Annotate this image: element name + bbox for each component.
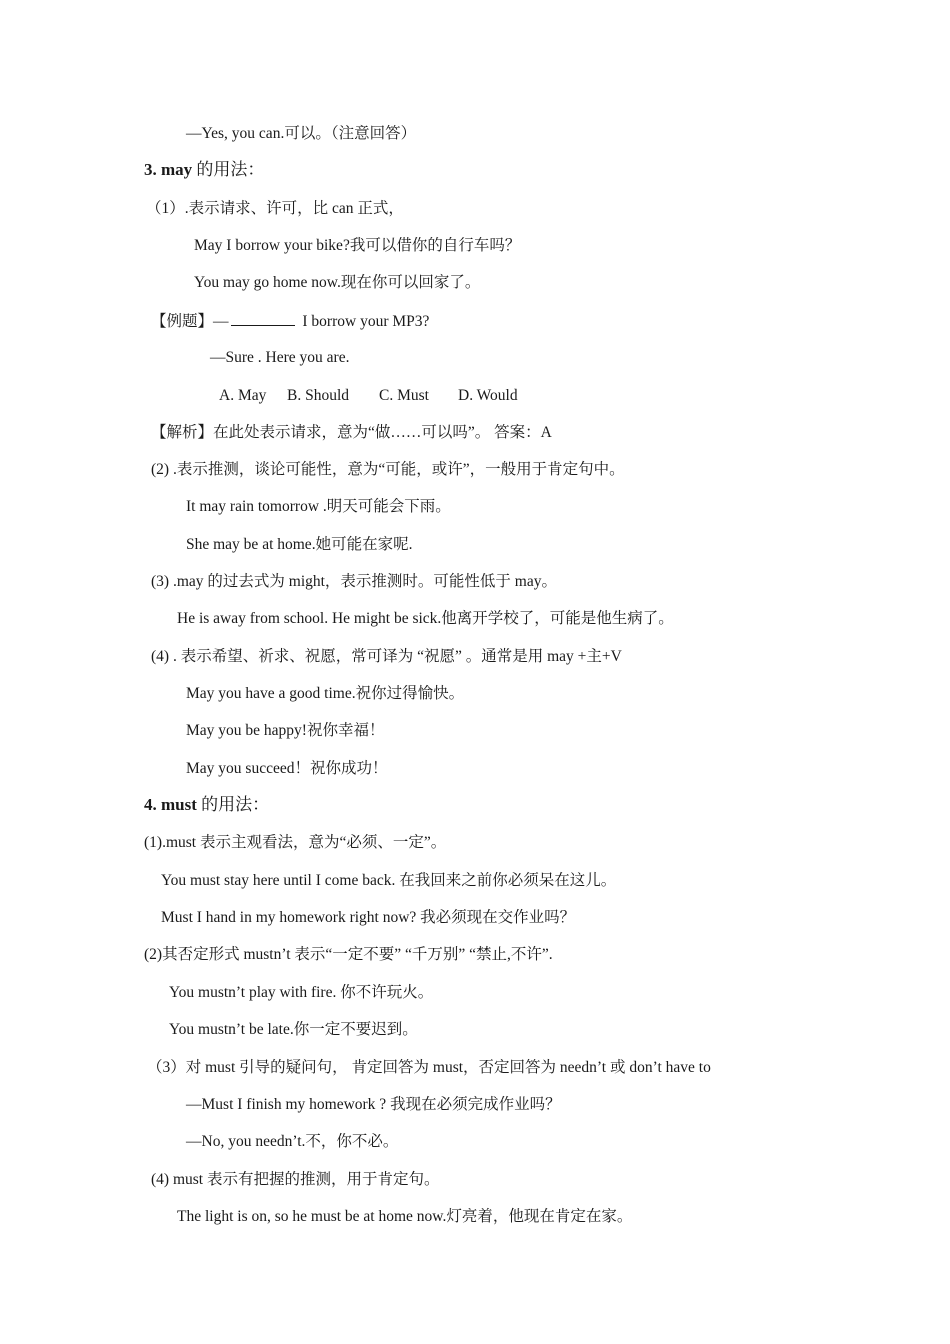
exercise-prefix: 【例题】— — [151, 313, 229, 330]
rule-line: (4) . 表示希望、祈求、祝愿，常可译为 “祝愿” 。通常是用 may +主+V — [151, 648, 622, 665]
example-sentence: He is away from school. He might be sick.他离开学校了，可能是他生病了。 — [177, 610, 674, 627]
rule-line: (3) .may 的过去式为 might，表示推测时。可能性低于 may。 — [151, 573, 557, 590]
rule-line: (2)其否定形式 mustn’t 表示“一定不要” “千万别” “禁止,不许”. — [144, 946, 553, 963]
exercise-suffix: I borrow your MP3? — [298, 313, 430, 330]
rule-line: (2) .表示推测，谈论可能性，意为“可能，或许”，一般用于肯定句中。 — [151, 461, 625, 478]
rule-line: (4) must 表示有把握的推测，用于肯定句。 — [151, 1171, 440, 1188]
example-sentence: May I borrow your bike?我可以借你的自行车吗？ — [194, 237, 521, 254]
exercise-options — [219, 386, 518, 406]
option-d: D. Would — [458, 387, 518, 404]
section-heading-may — [144, 160, 264, 180]
example-sentence: You must stay here until I come back. 在我回来之前你必须呆在这儿。 — [161, 872, 617, 889]
answer-blank — [231, 311, 295, 326]
exercise-reply: —Sure . Here you are. — [210, 349, 350, 366]
example-sentence: You mustn’t play with fire. 你不许玩火。 — [169, 984, 434, 1001]
example-sentence: You may go home now.现在你可以回家了。 — [194, 274, 481, 291]
example-sentence: May you succeed！祝你成功！ — [186, 760, 388, 777]
rule-line: （3）对 must 引导的疑问句， 肯定回答为 must，否定回答为 needn’t 或 don’t have to — [147, 1059, 711, 1076]
example-sentence: —No, you needn’t.不，你不必。 — [186, 1133, 399, 1150]
rule-line: （1）.表示请求、许可，比 can 正式， — [146, 200, 404, 217]
example-sentence: You mustn’t be late.你一定不要迟到。 — [169, 1021, 418, 1038]
example-sentence: —Must I finish my homework ? 我现在必须完成作业吗？ — [186, 1096, 561, 1113]
example-sentence: She may be at home.她可能在家呢. — [186, 536, 413, 553]
exercise-question — [151, 311, 429, 332]
rule-line: (1).must 表示主观看法，意为“必须、一定”。 — [144, 834, 447, 851]
heading-text: 的用法： — [192, 160, 265, 179]
answer-line: —Yes, you can.可以。（注意回答） — [186, 125, 417, 142]
heading-number: 4. must — [144, 795, 197, 814]
heading-text: 的用法： — [196, 795, 270, 814]
example-sentence: The light is on, so he must be at home now.灯亮着，他现在肯定在家。 — [177, 1208, 633, 1225]
section-heading-must — [144, 795, 269, 815]
option-a: A. May — [219, 387, 267, 404]
example-sentence: May you have a good time.祝你过得愉快。 — [186, 685, 465, 702]
example-sentence: Must I hand in my homework right now? 我必须现在交作业吗？ — [161, 909, 576, 926]
example-sentence: May you be happy!祝你幸福！ — [186, 722, 385, 739]
option-b: B. Should — [287, 387, 350, 404]
example-sentence: It may rain tomorrow .明天可能会下雨。 — [186, 498, 451, 515]
heading-number: 3. may — [144, 160, 193, 179]
option-c: C. Must — [379, 387, 429, 404]
analysis-line: 【解析】在此处表示请求，意为“做……可以吗”。 答案：A — [151, 424, 552, 441]
